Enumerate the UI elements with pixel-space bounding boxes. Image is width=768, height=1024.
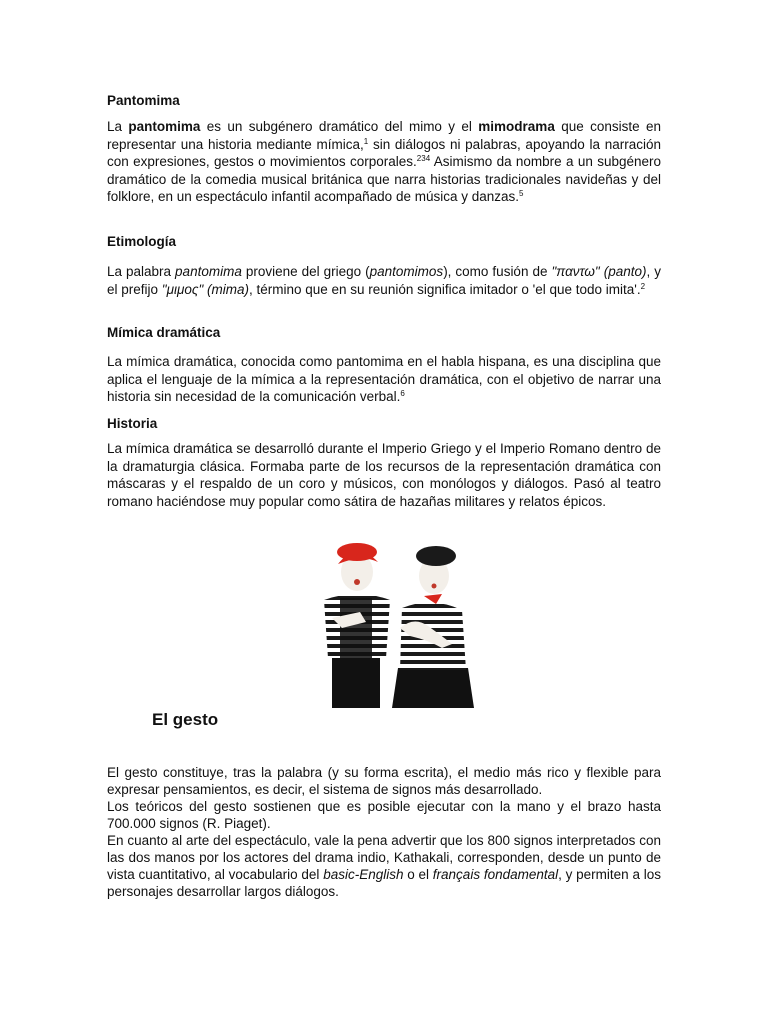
- footnote-ref: 1: [363, 136, 369, 146]
- text: ), como fusión de: [443, 264, 552, 279]
- text: sin diálogos ni palabras, apoyando la narración con expresiones, gestos o movimientos corporales.: [107, 136, 661, 169]
- heading-mimica-dramatica: Mímica dramática: [107, 325, 221, 340]
- paragraph-gesto-3: [107, 832, 661, 900]
- text: , término que en su reunión significa imitador o 'el que todo imita'.: [248, 281, 641, 297]
- footnote-ref: 6: [400, 389, 405, 398]
- bold-term-mimodrama: mimodrama: [478, 119, 555, 134]
- female-beret: [416, 546, 456, 566]
- male-beret-top: [337, 543, 377, 561]
- text: es un subgénero dramático del mimo y el: [200, 119, 479, 134]
- text: La palabra: [107, 264, 176, 279]
- italic-term: basic-English: [323, 867, 404, 882]
- male-suspenders: [340, 598, 372, 658]
- male-trousers: [332, 655, 380, 708]
- footnote-ref: 5: [519, 189, 524, 198]
- female-mime: [392, 546, 474, 708]
- text: La mímica dramática, conocida como pantomima en el habla hispana, es una disciplina que aplica el lenguaje de la mímica a la representación dramática, con el objetivo de narrar una historia sin necesidad de la comunicación verbal.: [107, 354, 661, 404]
- text: En cuanto al arte del espectáculo, vale la pena advertir que los 800 signos interpretados con las dos manos por los actores del drama indio, Kathakali, corresponden, desde un punto de vista cuantitativo, al vocabulario del: [107, 833, 661, 882]
- italic-term: pantomimos: [369, 264, 444, 279]
- italic-term: français fondamental: [432, 867, 559, 882]
- paragraph-pantomima: [107, 118, 661, 206]
- mime-couple-photo: [302, 540, 482, 708]
- text: , y permiten a los personajes desarrollar largos diálogos.: [107, 867, 661, 899]
- paragraph-gesto-1: El gesto constituye, tras la palabra (y su forma escrita), el medio más rico y flexible para expresar pensamientos, es decir, el sistema de signos más desarrollado.: [107, 765, 661, 797]
- paragraph-etimologia: [107, 263, 661, 298]
- heading-pantomima: Pantomima: [107, 93, 180, 108]
- footnote-ref: 234: [416, 154, 431, 163]
- paragraph-mimica-dramatica: [107, 353, 661, 406]
- paragraph-gesto-2: Los teóricos del gesto sostienen que es posible ejecutar con la mano y el brazo hasta 700.000 signos (R. Piaget).: [107, 799, 661, 831]
- italic-term: "παντω" (panto): [551, 264, 647, 279]
- bold-term-pantomima: pantomima: [128, 119, 201, 134]
- heading-el-gesto: El gesto: [152, 710, 219, 729]
- text: , y el prefijo: [107, 264, 661, 297]
- female-lips: [432, 584, 437, 589]
- female-scarf: [424, 594, 442, 604]
- footnote-ref: 2: [640, 281, 646, 291]
- male-lips: [354, 579, 360, 585]
- heading-etimologia: Etimología: [107, 234, 177, 249]
- male-mime: [324, 543, 390, 708]
- paragraph-historia: La mímica dramática se desarrolló durante el Imperio Griego y el Imperio Romano dentro de la dramaturgia clásica. Formaba parte de los recursos de la representación dramática con máscaras y el respaldo de un coro y músicos, con monólogos y diálogos. Pasó al teatro romano haciéndose muy popular como sátira de hazañas militares y relatos épicos.: [107, 441, 661, 509]
- female-skirt: [392, 668, 474, 708]
- text: proviene del griego (: [241, 264, 370, 279]
- italic-term: "μιμος" (mima): [161, 281, 249, 297]
- text: La: [107, 119, 129, 134]
- italic-term: pantomima: [175, 264, 242, 279]
- text: que consiste en representar una historia mediante mímica,: [107, 119, 661, 152]
- text: Asimismo da nombre a un subgénero dramático de la comedia musical británica que narra historias tradicionales navideñas y del folklore, en un espectáculo infantil acompañado de música y danzas.: [107, 154, 661, 204]
- heading-historia: Historia: [107, 416, 158, 431]
- text: o el: [403, 867, 433, 882]
